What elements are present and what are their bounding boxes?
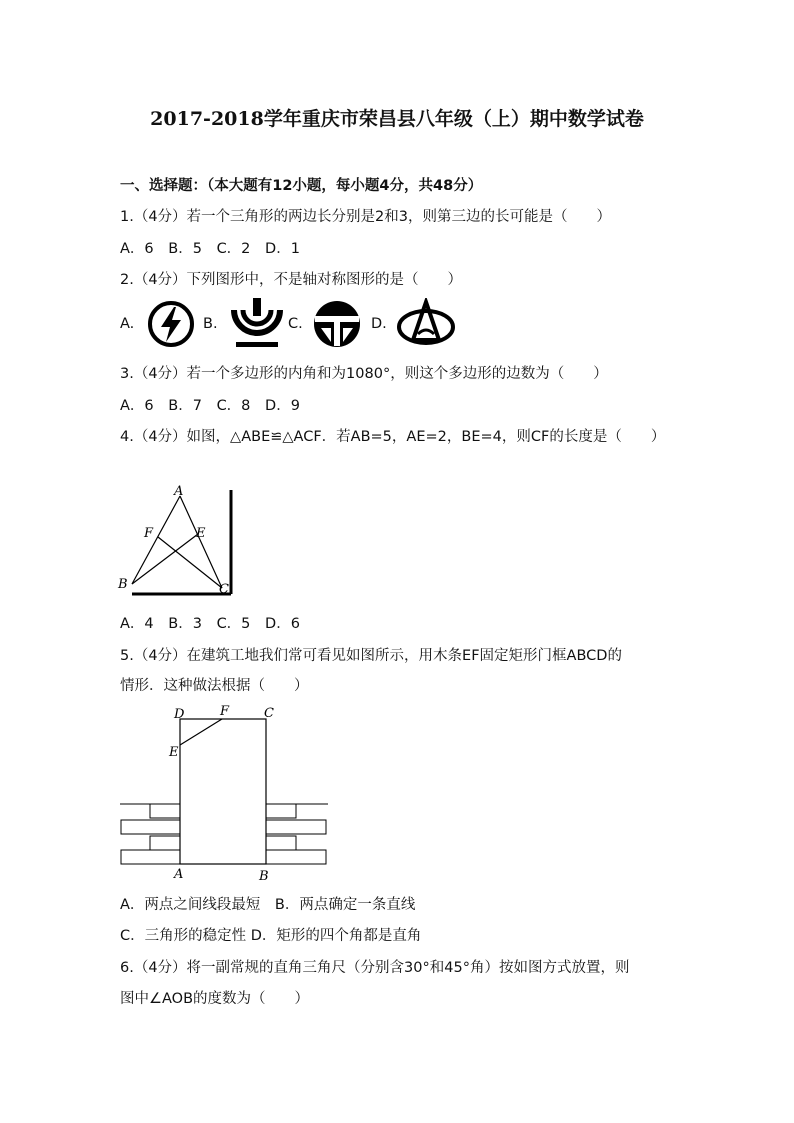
point-e-label: E bbox=[169, 745, 179, 760]
circle-cross-emblem-icon bbox=[311, 298, 363, 350]
question-1-options bbox=[120, 237, 310, 258]
cup-emblem-icon bbox=[228, 296, 286, 350]
option-b: B．7 bbox=[168, 398, 202, 414]
option-a: A．6 bbox=[120, 241, 154, 257]
point-d-label: D bbox=[174, 707, 185, 722]
lightning-circle-icon bbox=[145, 298, 197, 350]
option-b: B．5 bbox=[168, 241, 202, 257]
point-f-label: F bbox=[220, 704, 230, 719]
point-a-label: A bbox=[174, 484, 184, 499]
question-6-stem-line-1: 6.（4分）将一副常规的直角三角尺（分别含30°和45°角）按如图方式放置，则 bbox=[120, 960, 630, 976]
point-a-label: A bbox=[174, 867, 184, 882]
option-d: D．9 bbox=[265, 398, 300, 414]
point-b-label: B bbox=[118, 577, 128, 592]
point-b-label: B bbox=[259, 869, 269, 884]
option-b: B．3 bbox=[168, 616, 202, 632]
option-a: A．4 bbox=[120, 616, 154, 632]
option-d: D．6 bbox=[265, 616, 300, 632]
option-d: D．1 bbox=[265, 241, 300, 257]
question-5-stem-line-2: 情形．这种做法根据（ ） bbox=[120, 678, 309, 694]
exam-title: 2017-2018学年重庆市荣昌县八年级（上）期中数学试卷 bbox=[150, 108, 644, 130]
option-b-label: B. bbox=[203, 316, 218, 332]
option-a-label: A. bbox=[120, 316, 135, 332]
option-c: C．5 bbox=[216, 616, 251, 632]
question-1-stem: 1.（4分）若一个三角形的两边长分别是2和3，则第三边的长可能是（ ） bbox=[120, 209, 612, 225]
arch-emblem-icon bbox=[395, 298, 457, 348]
triangle-figure bbox=[112, 482, 242, 602]
question-5-options-line-2: C．三角形的稳定性 D．矩形的四个角都是直角 bbox=[120, 928, 422, 944]
question-5-options-line-1: A．两点之间线段最短 B．两点确定一条直线 bbox=[120, 897, 416, 913]
question-3-options bbox=[120, 394, 310, 415]
option-c: C．2 bbox=[216, 241, 251, 257]
question-4-stem: 4.（4分）如图，△ABE≌△ACF．若AB=5，AE=2，BE=4，则CF的长度是（ ） bbox=[120, 429, 666, 445]
question-5-stem-line-1: 5.（4分）在建筑工地我们常可看见如图所示，用木条EF固定矩形门框ABCD的 bbox=[120, 648, 622, 664]
question-3-stem: 3.（4分）若一个多边形的内角和为1080°，则这个多边形的边数为（ ） bbox=[120, 366, 608, 382]
point-e-label: E bbox=[196, 526, 206, 541]
option-a: A．6 bbox=[120, 398, 154, 414]
section-heading: 一、选择题：（本大题有12小题，每小题4分，共48分） bbox=[120, 178, 483, 194]
question-4-options bbox=[120, 612, 310, 633]
option-c: C．8 bbox=[216, 398, 251, 414]
point-c-label: C bbox=[219, 582, 229, 597]
point-c-label: C bbox=[264, 706, 274, 721]
option-d-label: D. bbox=[371, 316, 387, 332]
door-frame-figure bbox=[118, 700, 333, 886]
option-c-label: C. bbox=[288, 316, 303, 332]
point-f-label: F bbox=[144, 526, 154, 541]
question-6-stem-line-2: 图中∠AOB的度数为（ ） bbox=[120, 991, 310, 1007]
question-2-stem: 2.（4分）下列图形中，不是轴对称图形的是（ ） bbox=[120, 272, 463, 288]
